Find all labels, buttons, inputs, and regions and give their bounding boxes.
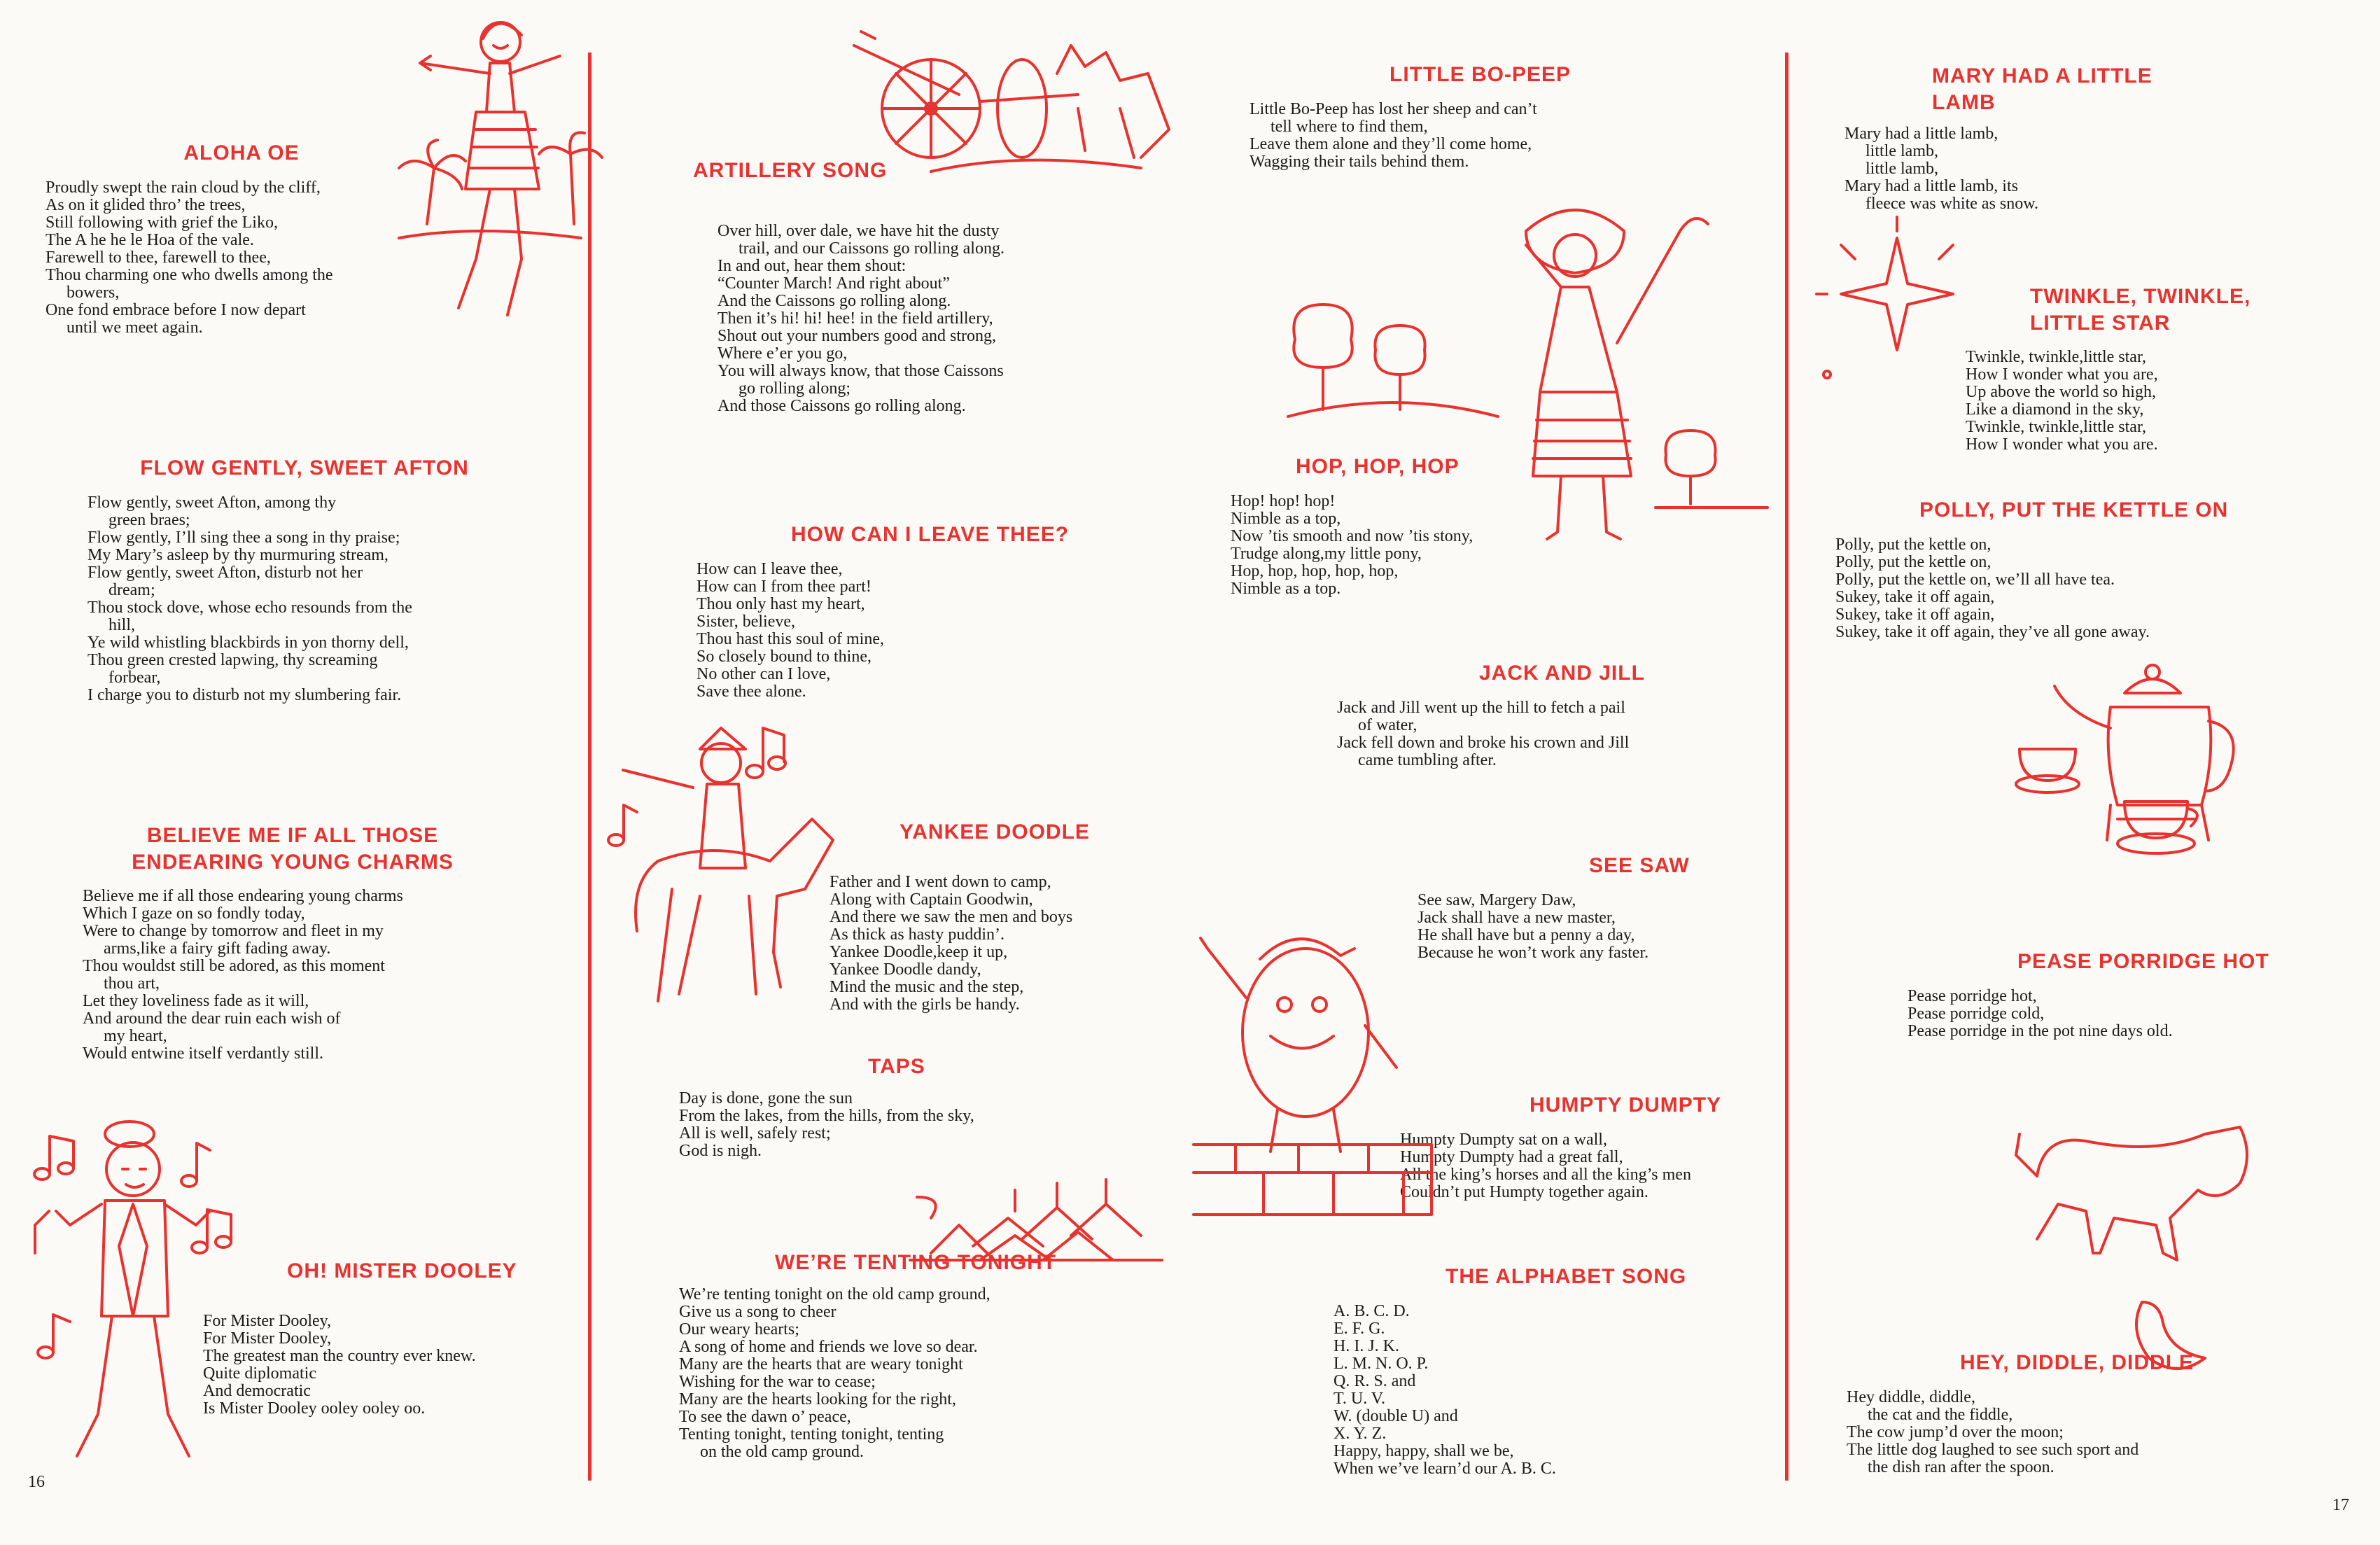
lyric-line: Humpty Dumpty had a great fall, <box>1400 1147 1623 1166</box>
cow-jumping-over-moon-illustration <box>2016 1092 2254 1386</box>
song-lyrics <box>1835 536 2283 641</box>
lyric-line: Q. R. S. and <box>1334 1371 1416 1390</box>
lyric-line: Sukey, take it off again, <box>1835 587 1995 606</box>
lyric-line: A. B. C. D. <box>1334 1301 1410 1320</box>
lyric-line: Thou charming one who dwells among the <box>46 265 333 284</box>
lyric-line: The A he he le Hoa of the vale. <box>46 230 254 249</box>
lyric-line: Still following with grief the Liko, <box>46 213 278 232</box>
song-the-alphabet-song <box>1334 1264 1698 1478</box>
lyric-line: You will always know, that those Caissons <box>718 361 1004 380</box>
twinkling-star-illustration <box>1813 217 1981 385</box>
musical-notes-icon <box>35 1309 84 1365</box>
lyric-line: Because he won’t work any faster. <box>1418 943 1649 962</box>
musical-notes-icon <box>189 1204 252 1260</box>
lyric-line: Quite diplomatic <box>203 1364 316 1383</box>
lyric-line: Polly, put the kettle on, we’ll all have tea. <box>1835 570 2115 589</box>
lyric-line: thou art, <box>104 974 160 993</box>
lyric-line: little lamb, <box>1865 142 1938 160</box>
musical-notes-icon <box>606 802 648 851</box>
lyric-line: Thou wouldst still be adored, as this moment <box>83 957 385 975</box>
lyric-line: Would entwine itself verdantly still. <box>83 1044 324 1063</box>
song-title: TAPS <box>868 1055 925 1078</box>
lyric-line: W. (double U) and <box>1334 1406 1458 1425</box>
lyric-line: Which I gaze on so fondly today, <box>83 904 305 923</box>
lyric-line: Save thee alone. <box>696 682 806 701</box>
song-lyrics <box>1847 1389 2239 1476</box>
song-lyrics <box>1250 101 1642 171</box>
lyric-line: Wagging their tails behind them. <box>1250 152 1469 171</box>
lyric-line: Thou hast this soul of mine, <box>696 629 884 648</box>
lyric-line: forbear, <box>108 668 161 687</box>
lyric-line: Hop! hop! hop! <box>1231 491 1336 510</box>
lyric-line: on the old camp ground. <box>700 1442 864 1461</box>
song-humpty-dumpty <box>1400 1092 1778 1201</box>
lyric-line: bowers, <box>66 283 120 302</box>
lyric-line: All the king’s horses and all the king’s men <box>1400 1165 1691 1184</box>
lyric-line: A song of home and friends we love so dear. <box>679 1337 978 1356</box>
song-title: HEY, DIDDLE, DIDDLE <box>1960 1351 2194 1374</box>
lyric-line: tell where to find them, <box>1270 117 1428 136</box>
lyric-line: How I wonder what you are. <box>1966 435 2158 454</box>
song-taps <box>679 1054 1099 1160</box>
lyric-line: Polly, put the kettle on, <box>1835 552 1991 571</box>
lyric-line: The greatest man the country ever knew. <box>203 1346 476 1365</box>
song-lyrics <box>83 888 503 1063</box>
song-title: THE ALPHABET SONG <box>1446 1265 1687 1288</box>
lyric-line: Humpty Dumpty sat on a wall, <box>1400 1130 1607 1149</box>
lyric-line: Mary had a little lamb, <box>1844 125 1998 143</box>
lyric-line: Many are the hearts looking for the right, <box>679 1390 956 1408</box>
song-title: ARTILLERY SONG <box>693 159 888 182</box>
lyric-line: little lamb, <box>1865 160 1938 178</box>
song-pease-porridge-hot <box>1907 949 2272 1040</box>
lyric-line: How can I leave thee, <box>696 559 843 578</box>
lyric-line: Hop, hop, hop, hop, hop, <box>1231 561 1399 580</box>
lyric-line: Ye wild whistling blackbirds in yon thorny dell, <box>88 633 409 652</box>
lyric-line: of water, <box>1358 715 1418 734</box>
musical-notes-icon <box>178 1138 220 1194</box>
lyric-line: The cow jump’d over the moon; <box>1847 1422 2064 1441</box>
lyric-line: the cat and the fiddle, <box>1868 1405 2013 1424</box>
song-mary-had-a-little-lamb <box>1844 63 2208 213</box>
page-number-left: 16 <box>28 1473 45 1491</box>
lyric-line: Jack fell down and broke his crown and Jill <box>1337 733 1630 752</box>
lyric-line: go rolling along; <box>738 379 850 398</box>
lyric-line: Where e’er you go, <box>718 344 848 363</box>
lyric-line: Happy, happy, shall we be, <box>1334 1441 1514 1460</box>
lyric-line: my heart, <box>104 1027 167 1045</box>
lyric-line: And democratic <box>203 1381 311 1400</box>
teapot-and-cups-illustration <box>2114 781 2205 858</box>
lyric-line: L. M. N. O. P. <box>1334 1354 1429 1373</box>
lyric-line: Flow gently, sweet Afton, disturb not her <box>88 563 363 582</box>
song-title: BELIEVE ME IF ALL THOSE ENDEARING YOUNG CHARMS <box>132 824 454 874</box>
lyric-line: came tumbling after. <box>1358 750 1497 769</box>
lyric-line: Like a diamond in the sky, <box>1966 400 2144 419</box>
song-title: MARY HAD A LITTLE LAMB <box>1932 64 2152 114</box>
song-title: FLOW GENTLY, SWEET AFTON <box>140 456 469 480</box>
song-lyrics <box>1334 1303 1698 1478</box>
lyric-line: Our weary hearts; <box>679 1320 799 1338</box>
lyric-line: Nimble as a top, <box>1231 509 1341 528</box>
lyric-line: And there we saw the men and boys <box>830 907 1073 926</box>
lyric-line: Pease porridge hot, <box>1907 986 2037 1005</box>
lyric-line: Give us a song to cheer <box>679 1302 836 1321</box>
song-lyrics <box>679 1286 1113 1461</box>
song-title: SEE SAW <box>1589 854 1690 877</box>
lyric-line: Polly, put the kettle on, <box>1835 535 1991 554</box>
lyric-line: As thick as hasty puddin’. <box>830 925 1004 944</box>
lyric-line: Yankee Doodle dandy, <box>830 960 981 979</box>
lyric-line: So closely bound to thine, <box>696 647 872 666</box>
lyric-line: Thou green crested lapwing, thy screaming <box>88 650 378 669</box>
trees-illustration <box>1656 413 1768 511</box>
lyric-line: Flow gently, I’ll sing thee a song in thy praise; <box>88 528 400 547</box>
song-little-bo-peep <box>1250 62 1642 171</box>
lyric-line: Up above the world so high, <box>1966 383 2156 401</box>
lyric-line: Yankee Doodle,keep it up, <box>830 942 1008 961</box>
song-lyrics <box>88 494 522 704</box>
song-lyrics <box>1231 493 1525 598</box>
lyric-line: H. I. J. K. <box>1334 1336 1399 1355</box>
lyric-line: To see the dawn o’ peace, <box>679 1407 851 1426</box>
lyric-line: For Mister Dooley, <box>203 1311 332 1330</box>
lyric-line: hill, <box>108 615 136 634</box>
song-lyrics <box>696 561 1088 701</box>
song-flow-gently-sweet-afton <box>88 455 522 704</box>
lyric-line: Believe me if all those endearing young charms <box>83 887 403 905</box>
lyric-line: Then it’s hi! hi! hee! in the field artillery, <box>718 309 993 328</box>
lyric-line: Is Mister Dooley ooley ooley oo. <box>203 1399 426 1418</box>
lyric-line: As on it glided thro’ the trees, <box>46 195 246 214</box>
lyric-line: Tenting tonight, tenting tonight, tenting <box>679 1425 944 1443</box>
lyric-line: Twinkle, twinkle,little star, <box>1966 348 2146 366</box>
lyric-line: Pease porridge cold, <box>1907 1004 2045 1023</box>
lyric-line: Jack shall have a new master, <box>1418 908 1616 927</box>
artillery-caisson-illustration <box>847 18 1176 179</box>
lyric-line: For Mister Dooley, <box>203 1329 332 1348</box>
palm-trees-illustration <box>399 126 609 231</box>
lyric-line: Now ’tis smooth and now ’tis stony, <box>1231 526 1474 545</box>
lyric-line: Pease porridge in the pot nine days old. <box>1907 1021 2173 1040</box>
song-aloha-oe <box>46 140 438 337</box>
lyric-line: In and out, hear them shout: <box>718 256 906 275</box>
song-lyrics <box>693 223 1113 415</box>
lyric-line: We’re tenting tonight on the old camp ground, <box>679 1285 990 1303</box>
lyric-line: dream; <box>108 580 155 599</box>
lyric-line: Let they loveliness fade as it will, <box>83 992 309 1010</box>
song-title: POLLY, PUT THE KETTLE ON <box>1919 498 2229 522</box>
song-lyrics <box>46 179 438 337</box>
lyric-line: Mind the music and the step, <box>830 977 1024 996</box>
song-lyrics <box>830 874 1152 1014</box>
lyric-line: All is well, safely rest; <box>679 1124 831 1142</box>
lyric-line: Sukey, take it off again, they’ve all gone away. <box>1835 622 2150 641</box>
song-lyrics <box>1907 988 2272 1040</box>
humpty-dumpty-on-wall-illustration <box>1194 893 1446 1222</box>
song-title: HOW CAN I LEAVE THEE? <box>791 523 1070 546</box>
lyric-line: X. Y. Z. <box>1334 1424 1387 1443</box>
song-lyrics <box>1966 349 2330 454</box>
lyric-line: Wishing for the war to cease; <box>679 1372 876 1391</box>
lyric-line: E. F. G. <box>1334 1319 1385 1338</box>
song-lyrics <box>1844 125 2208 213</box>
song-title: LITTLE BO-PEEP <box>1390 63 1572 86</box>
lyric-line: the dish ran after the spoon. <box>1868 1457 2054 1476</box>
song-title: PEASE PORRIDGE HOT <box>2017 950 2269 973</box>
lyric-line: fleece was white as snow. <box>1865 195 2039 213</box>
song-lyrics <box>1418 892 1768 962</box>
page-number-right: 17 <box>2332 1496 2349 1514</box>
song-lyrics <box>203 1313 595 1418</box>
song-title: HOP, HOP, HOP <box>1296 455 1460 478</box>
lyric-line: Mary had a little lamb, its <box>1844 177 2018 195</box>
lyric-line: Flow gently, sweet Afton, among thy <box>88 493 337 512</box>
lyric-line: The little dog laughed to see such sport and <box>1847 1440 2139 1459</box>
lyric-line: And with the girls be handy. <box>830 995 1020 1014</box>
lyric-line: Proudly swept the rain cloud by the cliff, <box>46 178 321 197</box>
song-title: WE’RE TENTING TONIGHT <box>775 1251 1057 1274</box>
tents-camp-illustration <box>903 1169 1169 1267</box>
lyric-line: until we meet again. <box>66 318 203 337</box>
lyric-line: No other can I love, <box>696 664 831 683</box>
lyric-line: He shall have but a penny a day, <box>1418 925 1635 944</box>
lyric-line: trail, and our Caissons go rolling along. <box>738 239 1004 258</box>
lyric-line: Jack and Jill went up the hill to fetch a pail <box>1337 698 1625 717</box>
lyric-line: Were to change by tomorrow and fleet in my <box>83 922 384 940</box>
lyric-line: One fond embrace before I now depart <box>46 300 306 319</box>
song-lyrics <box>679 1090 1099 1160</box>
lyric-line: My Mary’s asleep by thy murmuring stream, <box>88 545 388 564</box>
lyric-line: Little Bo-Peep has lost her sheep and can’t <box>1250 99 1537 118</box>
song-title: HUMPTY DUMPTY <box>1530 1093 1722 1117</box>
musical-notes-icon <box>31 1131 94 1187</box>
lyric-line: How I wonder what you are, <box>1966 365 2158 384</box>
song-lyrics <box>1400 1131 1778 1201</box>
song-title: YANKEE DOODLE <box>899 820 1090 844</box>
lyric-line: Hey diddle, diddle, <box>1847 1387 1975 1406</box>
song-polly-put-the-kettle-on <box>1835 497 2283 641</box>
lyric-line: I charge you to disturb not my slumbering fair. <box>88 685 402 704</box>
song-were-tenting-tonight <box>679 1250 1113 1461</box>
lyric-line: Along with Captain Goodwin, <box>830 890 1033 909</box>
lyric-line: How can I from thee part! <box>696 577 872 596</box>
lyric-line: When we’ve learn’d our A. B. C. <box>1334 1459 1556 1478</box>
lyric-line: green braes; <box>108 510 190 529</box>
song-jack-and-jill <box>1337 660 1757 769</box>
lyric-line: Sister, believe, <box>696 612 795 631</box>
lyric-line: God is nigh. <box>679 1141 762 1160</box>
song-see-saw <box>1418 853 1768 962</box>
lyric-line: Farewell to thee, farewell to thee, <box>46 248 271 267</box>
song-lyrics <box>1337 699 1757 769</box>
lyric-line: Father and I went down to camp, <box>830 872 1051 891</box>
song-title: ALOHA OE <box>183 141 300 165</box>
lyric-line: Shout out your numbers good and strong, <box>718 326 996 345</box>
lyric-line: Twinkle, twinkle,little star, <box>1966 418 2146 436</box>
lyric-line: T. U. V. <box>1334 1389 1386 1408</box>
lyric-line: Many are the hearts that are weary tonight <box>679 1355 963 1373</box>
lyric-line: arms,like a fairy gift fading away. <box>104 939 331 958</box>
song-hop-hop-hop <box>1231 454 1525 598</box>
song-artillery-song <box>693 158 1113 415</box>
lyric-line: And around the dear ruin each wish of <box>83 1009 341 1028</box>
song-title: TWINKLE, TWINKLE, LITTLE STAR <box>2030 285 2251 335</box>
lyric-line: See saw, Margery Daw, <box>1418 890 1576 909</box>
lyric-line: Leave them alone and they’ll come home, <box>1250 134 1532 153</box>
song-yankee-doodle <box>830 819 1152 1014</box>
song-twinkle-twinkle-little-star <box>1966 284 2330 454</box>
lyric-line: Day is done, gone the sun <box>679 1089 853 1107</box>
lyric-line: Thou only hast my heart, <box>696 594 865 613</box>
lyric-line: Trudge along,my little pony, <box>1231 544 1422 563</box>
song-oh-mister-dooley <box>203 1258 595 1418</box>
lyric-line: Sukey, take it off again, <box>1835 605 1995 624</box>
song-how-can-i-leave-thee <box>696 522 1088 701</box>
lyric-line: And the Caissons go rolling along. <box>718 291 951 310</box>
lyric-line: “Counter March! And right about” <box>718 274 950 293</box>
trees-illustration <box>1281 284 1505 424</box>
song-believe-me-if-all-those-endearing-young-charms <box>83 823 503 1063</box>
musical-notes-icon <box>742 721 798 784</box>
lyric-line: Over hill, over dale, we have hit the dusty <box>718 221 1000 240</box>
lyric-line: Couldn’t put Humpty together again. <box>1400 1182 1648 1201</box>
song-title: OH! MISTER DOOLEY <box>287 1259 517 1282</box>
lyric-line: Nimble as a top. <box>1231 579 1341 598</box>
lyric-line: And those Caissons go rolling along. <box>718 396 966 415</box>
lyric-line: From the lakes, from the hills, from the sky, <box>679 1106 974 1125</box>
lyric-line: Thou stock dove, whose echo resounds from the <box>88 598 412 617</box>
song-title: JACK AND JILL <box>1479 662 1645 685</box>
fife-player-on-horse-illustration <box>609 721 840 1008</box>
